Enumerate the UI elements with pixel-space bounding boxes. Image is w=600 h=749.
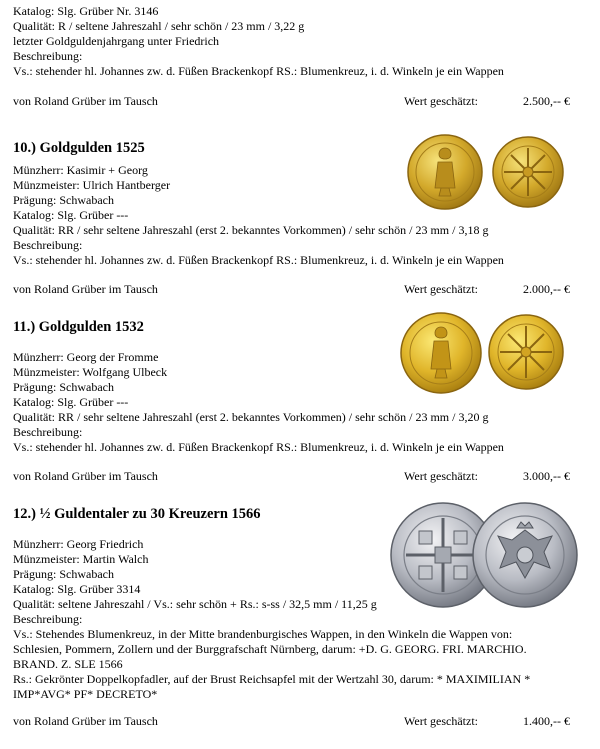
- value-amount: 2.000,-- €: [523, 282, 570, 296]
- coin-reverse-image: [470, 500, 580, 610]
- description-heading: Beschreibung:: [13, 238, 83, 252]
- provenance-text: von Roland Grüber im Tausch: [13, 469, 158, 483]
- mint-master-line: Münzmeister: Ulrich Hantberger: [13, 178, 171, 192]
- description-line: IMP*AVG* PF* DECRETO*: [13, 687, 158, 701]
- catalog-line: Katalog: Slg. Grüber ---: [13, 208, 129, 222]
- coin-reverse-image: [490, 134, 566, 210]
- quality-line: Qualität: seltene Jahreszahl / Vs.: sehr schön + Rs.: s-ss / 32,5 mm / 11,25 g: [13, 597, 377, 611]
- item-title: 12.) ½ Guldentaler zu 30 Kreuzern 1566: [13, 506, 261, 522]
- mint-lord-line: Münzherr: Kasimir + Georg: [13, 163, 148, 177]
- description-heading: Beschreibung:: [13, 612, 83, 626]
- mint-lord-line: Münzherr: Georg der Fromme: [13, 350, 159, 364]
- description-line: Vs.: stehender hl. Johannes zw. d. Füßen Brackenkopf RS.: Blumenkreuz, i. d. Winkeln je ein Wappen: [13, 253, 504, 267]
- provenance-text: von Roland Grüber im Tausch: [13, 282, 158, 296]
- coin-obverse-image: [405, 132, 485, 212]
- catalog-line: Katalog: Slg. Grüber 3314: [13, 582, 141, 596]
- quality-line: Qualität: RR / sehr seltene Jahreszahl (erst 2. bekanntes Vorkommen) / sehr schön / 23 mm / 3,20 g: [13, 410, 489, 424]
- coin-reverse-image: [486, 312, 566, 392]
- value-amount: 2.500,-- €: [523, 94, 570, 108]
- coin-obverse-image: [398, 310, 484, 396]
- mint-master-line: Münzmeister: Martin Walch: [13, 552, 149, 566]
- value-label: Wert geschätzt:: [404, 469, 478, 483]
- item-title: 11.) Goldgulden 1532: [13, 319, 144, 335]
- value-label: Wert geschätzt:: [404, 282, 478, 296]
- description-line: Vs.: Stehendes Blumenkreuz, in der Mitte brandenburgisches Wappen, in den Winkeln die Wappen von:: [13, 627, 513, 641]
- catalog-line: Katalog: Slg. Grüber ---: [13, 395, 129, 409]
- description-line: Schlesien, Pommern, Zollern und der Burggrafschaft Nürnberg, darum: +D. G. GEORG. FRI. MARCHIO.: [13, 642, 527, 656]
- note-line: letzter Goldguldenjahrgang unter Friedrich: [13, 34, 220, 48]
- description-line: Rs.: Gekrönter Doppelkopfadler, auf der Brust Reichsapfel mit der Wertzahl 30, darum: * MAXIMILIAN *: [13, 672, 531, 686]
- minting-line: Prägung: Schwabach: [13, 567, 114, 581]
- description-heading: Beschreibung:: [13, 49, 83, 63]
- value-amount: 1.400,-- €: [523, 714, 570, 728]
- catalog-line: Katalog: Slg. Grüber Nr. 3146: [13, 4, 159, 18]
- minting-line: Prägung: Schwabach: [13, 380, 114, 394]
- item-title: 10.) Goldgulden 1525: [13, 140, 145, 156]
- value-label: Wert geschätzt:: [404, 714, 478, 728]
- description-line: Vs.: stehender hl. Johannes zw. d. Füßen Brackenkopf RS.: Blumenkreuz, i. d. Winkeln je ein Wappen: [13, 64, 504, 78]
- provenance-text: von Roland Grüber im Tausch: [13, 94, 158, 108]
- quality-line: Qualität: R / seltene Jahreszahl / sehr schön / 23 mm / 3,22 g: [13, 19, 305, 33]
- mint-lord-line: Münzherr: Georg Friedrich: [13, 537, 144, 551]
- value-amount: 3.000,-- €: [523, 469, 570, 483]
- mint-master-line: Münzmeister: Wolfgang Ulbeck: [13, 365, 168, 379]
- description-heading: Beschreibung:: [13, 425, 83, 439]
- minting-line: Prägung: Schwabach: [13, 193, 114, 207]
- provenance-text: von Roland Grüber im Tausch: [13, 714, 158, 728]
- value-label: Wert geschätzt:: [404, 94, 478, 108]
- description-line: BRAND. Z. SLE 1566: [13, 657, 123, 671]
- description-line: Vs.: stehender hl. Johannes zw. d. Füßen Brackenkopf RS.: Blumenkreuz, i. d. Winkeln je ein Wappen: [13, 440, 504, 454]
- quality-line: Qualität: RR / sehr seltene Jahreszahl (erst 2. bekanntes Vorkommen) / sehr schön / 23 mm / 3,18 g: [13, 223, 489, 237]
